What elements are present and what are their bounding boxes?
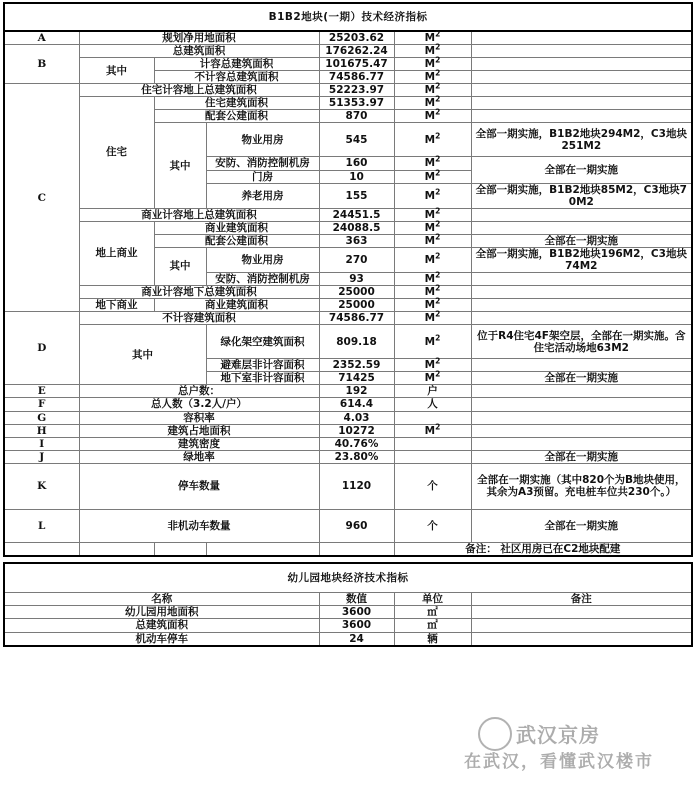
category-label-above-ground-commercial: 地上商业 <box>79 221 154 285</box>
row-unit: $M^2$ <box>394 208 471 221</box>
row-label: 安防、消防控制机房 <box>206 157 319 170</box>
main-indicator-table <box>3 2 693 557</box>
watermark-logo-icon <box>478 717 512 751</box>
row-label: 容积率 <box>79 411 319 424</box>
row-label: 非机动车数量 <box>79 509 319 542</box>
row-unit: $M^2$ <box>394 183 471 208</box>
row-unit: $M^2$ <box>394 234 471 247</box>
table-row <box>4 312 692 325</box>
row-value: 71425 <box>319 372 394 385</box>
row-label: 机动车停车 <box>4 632 319 646</box>
row-label: 不计容建筑面积 <box>79 312 319 325</box>
row-value: 192 <box>319 385 394 398</box>
row-label: 养老用房 <box>206 183 319 208</box>
row-remark <box>471 632 692 646</box>
row-unit <box>394 437 471 450</box>
row-unit: $M^2$ <box>394 221 471 234</box>
table-row <box>4 45 692 58</box>
row-unit: $M^2$ <box>394 247 471 272</box>
group-label-qizhong: 其中 <box>79 58 154 84</box>
row-value: 1120 <box>319 463 394 509</box>
row-remark <box>471 385 692 398</box>
row-label: 绿化架空建筑面积 <box>206 325 319 359</box>
row-label: 商业计容地上总建筑面积 <box>79 208 319 221</box>
section-letter-i: I <box>4 437 79 450</box>
row-remark <box>471 110 692 123</box>
row-value: 23.80% <box>319 450 394 463</box>
row-unit: $M^2$ <box>394 84 471 97</box>
row-value: 270 <box>319 247 394 272</box>
table-row <box>4 97 692 110</box>
kindergarten-indicator-table <box>3 562 693 647</box>
table-row <box>4 221 692 234</box>
row-remark: 位于R4住宅4F架空层，全部在一期实施。含住宅活动场地63M2 <box>471 325 692 359</box>
row-remark <box>471 606 692 619</box>
row-unit: $M^2$ <box>394 110 471 123</box>
row-value: 4.03 <box>319 411 394 424</box>
group-label-qizhong: 其中 <box>79 325 206 385</box>
row-label: 不计容总建筑面积 <box>154 71 319 84</box>
row-value: 809.18 <box>319 325 394 359</box>
row-remark: 全部在一期实施 <box>471 450 692 463</box>
row-value: 25000 <box>319 286 394 299</box>
table-row <box>4 437 692 450</box>
row-unit: ㎡ <box>394 619 471 632</box>
row-label: 配套公建面积 <box>154 234 319 247</box>
table-row <box>4 299 692 312</box>
row-value: 614.4 <box>319 398 394 411</box>
row-unit: $M^2$ <box>394 71 471 84</box>
row-label: 地下室非计容面积 <box>206 372 319 385</box>
row-value: 24451.5 <box>319 208 394 221</box>
row-remark: 全部一期实施，B1B2地块85M2，C3地块70M2 <box>471 183 692 208</box>
row-value: 155 <box>319 183 394 208</box>
row-unit <box>394 411 471 424</box>
table-row <box>4 463 692 509</box>
row-remark: 全部一期实施，B1B2地块196M2，C3地块74M2 <box>471 247 692 272</box>
table-row <box>4 619 692 632</box>
row-label: 计容总建筑面积 <box>154 58 319 71</box>
section-letter-a: A <box>4 31 79 45</box>
row-label: 建筑密度 <box>79 437 319 450</box>
row-label: 总户数： <box>79 385 319 398</box>
row-remark <box>471 31 692 45</box>
row-remark: 全部在一期实施 <box>471 509 692 542</box>
row-label: 绿地率 <box>79 450 319 463</box>
row-unit: ㎡ <box>394 606 471 619</box>
row-remark: 全部一期实施，B1B2地块294M2，C3地块251M2 <box>471 123 692 157</box>
row-value: 51353.97 <box>319 97 394 110</box>
section-letter-d: D <box>4 312 79 385</box>
row-value: 10 <box>319 170 394 183</box>
group-label-qizhong: 其中 <box>154 123 206 208</box>
section-letter-l: L <box>4 509 79 542</box>
row-remark <box>471 411 692 424</box>
section-letter-j: J <box>4 450 79 463</box>
table-row <box>4 84 692 97</box>
kindergarten-header-row <box>4 593 692 606</box>
row-label: 商业建筑面积 <box>154 299 319 312</box>
row-unit: $M^2$ <box>394 170 471 183</box>
row-unit: $M^2$ <box>394 424 471 437</box>
category-label-underground-commercial: 地下商业 <box>79 299 154 312</box>
row-value: 176262.24 <box>319 45 394 58</box>
table-row <box>4 208 692 221</box>
table-row <box>4 606 692 619</box>
watermark <box>458 713 688 783</box>
row-value: 25203.62 <box>319 31 394 45</box>
row-value: 74586.77 <box>319 312 394 325</box>
row-remark <box>471 286 692 299</box>
column-header-remark: 备注 <box>471 593 692 606</box>
row-value: 160 <box>319 157 394 170</box>
row-label: 幼儿园用地面积 <box>4 606 319 619</box>
row-label: 住宅计容地上总建筑面积 <box>79 84 319 97</box>
watermark-line1: 武汉京房 <box>516 723 600 747</box>
row-remark <box>471 437 692 450</box>
row-remark <box>471 45 692 58</box>
table-row <box>4 632 692 646</box>
row-value: 52223.97 <box>319 84 394 97</box>
row-unit: 人 <box>394 398 471 411</box>
row-unit: $M^2$ <box>394 31 471 45</box>
row-remark <box>471 221 692 234</box>
kindergarten-table-title: 幼儿园地块经济技术指标 <box>4 563 692 593</box>
watermark-line2: 在武汉，看懂武汉楼市 <box>464 752 654 772</box>
footnote-row <box>4 542 692 556</box>
row-remark: 全部在一期实施 <box>471 157 692 183</box>
row-unit: $M^2$ <box>394 312 471 325</box>
row-value: 101675.47 <box>319 58 394 71</box>
row-label: 住宅建筑面积 <box>154 97 319 110</box>
row-remark <box>471 619 692 632</box>
table-row <box>4 286 692 299</box>
row-label: 物业用房 <box>206 247 319 272</box>
row-remark <box>471 97 692 110</box>
row-unit: 个 <box>394 509 471 542</box>
row-unit: $M^2$ <box>394 286 471 299</box>
row-value: 93 <box>319 273 394 286</box>
column-header-name: 名称 <box>4 593 319 606</box>
row-label: 商业计容地下总建筑面积 <box>79 286 319 299</box>
row-value: 10272 <box>319 424 394 437</box>
row-label: 配套公建面积 <box>154 110 319 123</box>
row-unit: $M^2$ <box>394 325 471 359</box>
row-value: 2352.59 <box>319 359 394 372</box>
row-value: 363 <box>319 234 394 247</box>
column-header-unit: 单位 <box>394 593 471 606</box>
table-title-row <box>4 3 692 31</box>
table-row <box>4 385 692 398</box>
table-row <box>4 58 692 71</box>
table-row <box>4 398 692 411</box>
row-unit: $M^2$ <box>394 45 471 58</box>
row-unit: $M^2$ <box>394 97 471 110</box>
table-row <box>4 450 692 463</box>
table-row <box>4 411 692 424</box>
row-label: 总建筑面积 <box>79 45 319 58</box>
section-letter-c: C <box>4 84 79 312</box>
section-letter-f: F <box>4 398 79 411</box>
row-label: 规划净用地面积 <box>79 31 319 45</box>
section-letter-e: E <box>4 385 79 398</box>
row-unit: 户 <box>394 385 471 398</box>
row-unit: $M^2$ <box>394 273 471 286</box>
row-remark <box>471 398 692 411</box>
row-unit: $M^2$ <box>394 359 471 372</box>
category-label-residential: 住宅 <box>79 97 154 208</box>
row-value: 3600 <box>319 619 394 632</box>
section-letter-g: G <box>4 411 79 424</box>
main-table-footnote: 备注： 社区用房已在C2地块配建 <box>394 542 692 556</box>
row-unit: $M^2$ <box>394 58 471 71</box>
row-remark <box>471 424 692 437</box>
row-unit: $M^2$ <box>394 123 471 157</box>
row-remark <box>471 299 692 312</box>
row-value: 24 <box>319 632 394 646</box>
column-header-value: 数值 <box>319 593 394 606</box>
row-value: 960 <box>319 509 394 542</box>
row-label: 停车数量 <box>79 463 319 509</box>
table-row <box>4 325 692 359</box>
row-label: 安防、消防控制机房 <box>206 273 319 286</box>
row-label: 总建筑面积 <box>4 619 319 632</box>
row-unit: 个 <box>394 463 471 509</box>
table-row <box>4 31 692 45</box>
row-remark <box>471 84 692 97</box>
row-remark: 全部在一期实施 <box>471 372 692 385</box>
section-letter-k: K <box>4 463 79 509</box>
table-row <box>4 509 692 542</box>
row-unit: 辆 <box>394 632 471 646</box>
row-unit: $M^2$ <box>394 372 471 385</box>
section-letter-b: B <box>4 45 79 84</box>
row-value: 24088.5 <box>319 221 394 234</box>
row-unit: $M^2$ <box>394 299 471 312</box>
row-remark: 全部在一期实施（其中820个为B地块使用，其余为A3预留。充电桩车位共230个。） <box>471 463 692 509</box>
row-value: 40.76% <box>319 437 394 450</box>
row-remark <box>471 273 692 286</box>
row-value: 545 <box>319 123 394 157</box>
row-value: 25000 <box>319 299 394 312</box>
row-remark <box>471 312 692 325</box>
main-table-title: B1B2地块(一期）技术经济指标 <box>4 3 692 31</box>
row-label: 建筑占地面积 <box>79 424 319 437</box>
row-label: 物业用房 <box>206 123 319 157</box>
group-label-qizhong: 其中 <box>154 247 206 285</box>
row-unit <box>394 450 471 463</box>
row-remark <box>471 208 692 221</box>
row-remark: 全部在一期实施 <box>471 234 692 247</box>
row-label: 商业建筑面积 <box>154 221 319 234</box>
section-letter-h: H <box>4 424 79 437</box>
row-label: 总人数（3.2人/户） <box>79 398 319 411</box>
row-remark <box>471 359 692 372</box>
row-unit: $M^2$ <box>394 157 471 170</box>
row-label: 避难层非计容面积 <box>206 359 319 372</box>
row-value: 74586.77 <box>319 71 394 84</box>
row-value: 870 <box>319 110 394 123</box>
kindergarten-title-row <box>4 563 692 593</box>
row-remark <box>471 71 692 84</box>
row-remark <box>471 58 692 71</box>
table-row <box>4 424 692 437</box>
row-label: 门房 <box>206 170 319 183</box>
row-value: 3600 <box>319 606 394 619</box>
